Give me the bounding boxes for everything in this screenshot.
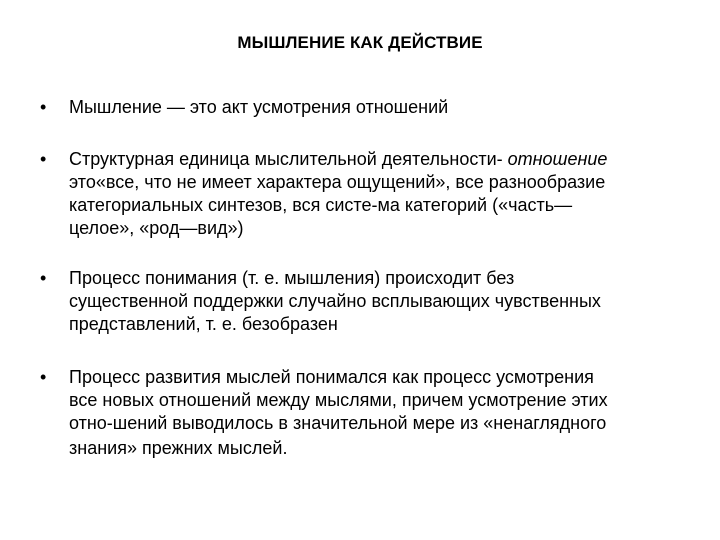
bullet-4-line-2: все новых отношений между мыслями, причем усмотрение этих — [69, 390, 608, 410]
bullet-marker: • — [40, 367, 47, 387]
bullet-3-line-2: существенной поддержки случайно всплывающих чувственных — [69, 291, 601, 311]
bullet-3-line-1: Процесс понимания (т. е. мышления) происходит без — [69, 268, 515, 288]
bullet-1-line-1: Мышление — это акт усмотрения отношений — [69, 97, 449, 117]
bullet-item-1 — [30, 96, 690, 119]
bullet-4-line-3: отно-шений выводилось в значительной мере из «ненаглядного — [69, 413, 607, 433]
bullet-marker: • — [40, 149, 47, 169]
bullet-4-line-4: знания» прежних мыслей. — [69, 438, 288, 458]
bullet-2-line-3: категориальных синтезов, вся систе-ма категорий («часть— — [69, 195, 573, 215]
bullet-item-3 — [30, 267, 690, 336]
bullet-marker: • — [40, 268, 47, 288]
bullet-marker: • — [40, 97, 47, 117]
bullet-2-line-2: это«все, что не имеет характера ощущений», все разнообразие — [69, 172, 606, 192]
bullet-list — [30, 96, 690, 487]
bullet-item-4 — [30, 366, 690, 461]
bullet-2-line-1-text: Структурная единица мыслительной деятельности- — [69, 149, 508, 169]
bullet-2-italic-term: отношение — [507, 149, 608, 169]
slide-title: МЫШЛЕНИЕ КАК ДЕЙСТВИЕ — [237, 33, 483, 52]
bullet-item-2 — [30, 148, 690, 240]
bullet-4-line-1: Процесс развития мыслей понимался как процесс усмотрения — [69, 367, 594, 387]
bullet-2-line-4: целое», «род—вид») — [69, 218, 244, 238]
bullet-3-line-3: представлений, т. е. безобразен — [69, 314, 338, 334]
bullet-2-line-1 — [69, 148, 690, 171]
